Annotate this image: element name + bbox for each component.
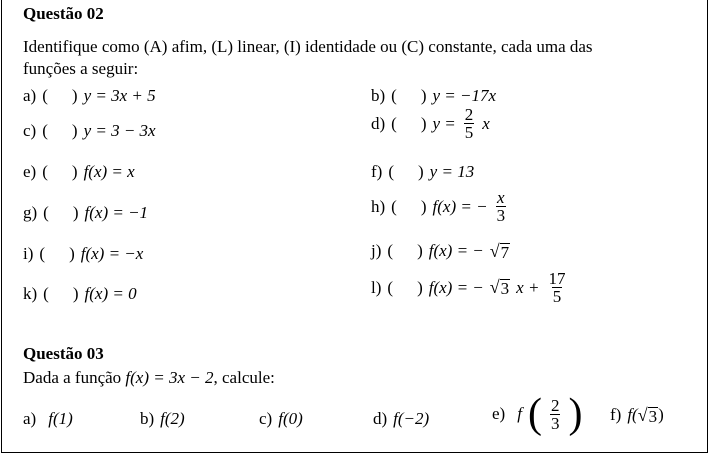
fraction-numerator: 2 [464,105,474,124]
answer-blank[interactable]: ( ) [42,162,78,181]
radicand: 7 [500,242,510,262]
item-expression-suffix: ) [658,405,664,424]
q2-instruction-line1: Identifique como (A) afim, (L) linear, (I) identidade ou (C) constante, cada uma das [23,37,593,56]
item-label: f) [371,162,383,181]
item-label: a) [23,409,37,428]
item-label: d) [371,113,386,133]
answer-blank[interactable]: ( ) [391,113,427,133]
function-lhs: f(x) = − [428,277,484,297]
q2-instruction-line2: funções a seguir: [23,59,139,78]
q3-item-d [373,409,429,429]
answer-blank[interactable]: ( ) [43,284,79,303]
q2-item-d [371,106,490,141]
q2-item-a [23,86,156,106]
left-paren-icon: ( [527,391,542,437]
q3-item-c [259,409,303,429]
function-lhs: y = [432,113,456,133]
fraction-numerator: 2 [550,395,560,415]
answer-blank[interactable]: ( ) [387,277,423,297]
item-label: k) [23,284,38,303]
radical-sign-icon: √ [489,277,500,297]
function-expression: y = 13 [429,162,475,181]
radicand: 3 [648,406,658,426]
answer-blank[interactable]: ( ) [391,196,427,216]
item-label: j) [371,241,382,260]
radical-sign-icon: √ [637,404,648,425]
q2-item-f [371,162,474,182]
q2-item-h [371,189,508,224]
item-label: f) [610,405,622,424]
answer-blank[interactable]: ( ) [42,86,78,105]
q3-function-expression: f(x) = 3x − 2 [125,368,214,387]
fraction [547,270,566,305]
item-label: e) [23,162,37,181]
item-label: h) [371,196,386,216]
item-function-name: f [517,404,522,423]
item-label: e) [492,404,506,423]
item-label: b) [140,409,155,428]
item-label: i) [23,244,34,263]
q3-item-e [492,391,583,437]
item-expression: f(2) [160,409,185,428]
fraction-denominator: 3 [550,413,560,433]
answer-blank[interactable]: ( ) [391,86,427,105]
function-expression: f(x) = −x [80,244,144,263]
q2-item-g [23,203,148,223]
function-expression: y = −17x [432,86,497,105]
fraction-numerator: x [497,188,505,207]
function-lhs: f(x) = − [428,241,484,260]
fraction-denominator: 3 [496,206,506,225]
q2-item-c [23,121,156,141]
fraction [464,106,475,141]
square-root [490,242,510,261]
q3-intro-text: Dada a função [23,368,122,387]
q3-item-a [23,409,73,429]
function-expression: f(x) = 0 [84,284,137,303]
answer-blank[interactable]: ( ) [42,121,78,140]
answer-blank[interactable]: ( ) [388,162,424,181]
radical-sign-icon: √ [489,240,500,261]
function-expression: f(x) = x [83,162,135,181]
item-expression: f(−2) [393,409,430,428]
fraction [550,397,561,432]
q3-intro-suffix: , calcule: [213,368,275,387]
item-label: c) [259,409,273,428]
item-label: b) [371,86,386,105]
answer-blank[interactable]: ( ) [39,244,75,263]
fraction [496,189,507,224]
answer-blank[interactable]: ( ) [387,241,423,260]
function-expression: f(x) = −1 [84,203,149,222]
q3-item-f [610,405,664,425]
radicand: 3 [500,279,510,298]
q3-intro [23,368,275,388]
item-label: g) [23,203,38,222]
function-expression: y = 3 − 3x [83,121,156,140]
square-root [638,406,658,425]
fraction-numerator: 17 [548,269,566,288]
item-label: a) [23,86,37,105]
right-paren-icon: ) [568,391,583,437]
q3-title: Questão 03 [23,344,104,363]
item-expression-prefix: f( [627,405,638,424]
q2-item-j [371,241,510,261]
item-expression: f(1) [48,409,73,428]
q2-item-k [23,284,137,304]
item-label: d) [373,409,388,428]
item-label: c) [23,121,37,140]
item-expression: f(0) [278,409,303,428]
item-label: l) [371,277,382,297]
q2-item-e [23,162,135,182]
answer-blank[interactable]: ( ) [43,203,79,222]
fraction-denominator: 5 [464,123,474,142]
function-lhs: f(x) = − [432,196,488,216]
square-root [490,278,510,297]
function-variable: x [482,113,490,133]
fraction-denominator: 5 [552,287,562,306]
q2-title: Questão 02 [23,4,104,23]
function-expression: y = 3x + 5 [83,86,156,105]
q2-item-i [23,244,143,264]
q3-item-b [140,409,185,429]
function-middle: x + [516,277,540,297]
q2-item-l [371,270,568,305]
q2-item-b [371,86,496,106]
